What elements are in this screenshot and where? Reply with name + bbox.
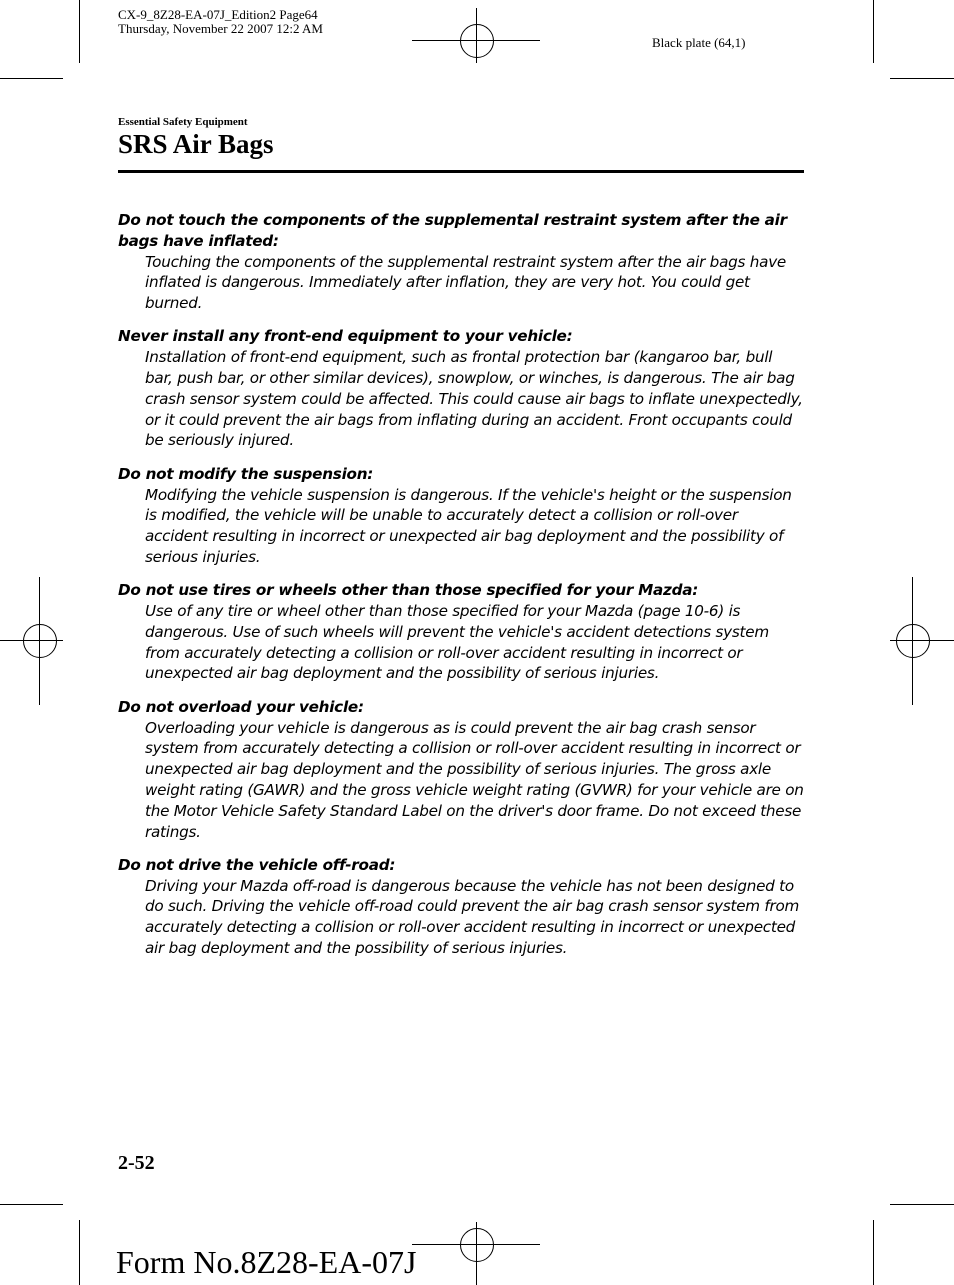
title-rule (118, 170, 804, 173)
print-timestamp: Thursday, November 22 2007 12:2 AM (118, 21, 323, 36)
warning-item (118, 855, 804, 959)
warning-body: Driving your Mazda off-road is dangerous because the vehicle has not been designed to do such. Driving the vehicle off-road could prevent the air bag crash sensor system from accurately detecting a collision or roll-over accident resulting in incorrect or unexpected air bag deployment and the possibility of serious injuries. (145, 876, 800, 957)
warning-body: Overloading your vehicle is dangerous as is could prevent the air bag crash sensor system from accurately detecting a collision or roll-over accident resulting in incorrect or unexpected air bag deployment and the possibility of serious injuries. The gross axle weight rating (GAWR) and the gross vehicle weight rating (GVWR) for your vehicle are on the Motor Vehicle Safety Standard Label on the driver's door frame. Do not exceed these ratings. (145, 718, 804, 841)
warning-body: Modifying the vehicle suspension is dangerous. If the vehicle's height or the suspension is modified, the vehicle will be unable to accurately detect a collision or roll-over accident resulting in incorrect or unexpected air bag deployment and the possibility of serious injuries. (145, 485, 792, 566)
warning-body: Use of any tire or wheel other than those specified for your Mazda (page 10-6) is dangerous. Use of such wheels will prevent the vehicle's accident detections system from accurately detecting a collision or roll-over accident resulting in incorrect or unexpected air bag deployment and the possibility of serious injuries. (145, 602, 769, 683)
warning-body: Touching the components of the supplemental restraint system after the air bags have inflated is dangerous. Immediately after inflation, they are very hot. You could get burned. (145, 252, 787, 313)
warning-heading: Do not modify the suspension: (118, 464, 374, 483)
warning-item (118, 210, 804, 314)
print-header (118, 8, 323, 36)
warning-heading: Never install any front-end equipment to your vehicle: (118, 327, 573, 346)
warning-heading: Do not use tires or wheels other than those specified for your Mazda: (118, 581, 699, 600)
warnings-list (118, 210, 804, 971)
plate-label: Black plate (64,1) (652, 35, 746, 50)
warning-item (118, 464, 804, 568)
page-number: 2-52 (118, 1152, 155, 1174)
warning-item (118, 697, 804, 843)
warning-heading: Do not touch the components of the supplemental restraint system after the air bags have inflated: (118, 211, 787, 250)
warning-item (118, 326, 804, 451)
section-label: Essential Safety Equipment (118, 116, 248, 128)
form-number: Form No.8Z28-EA-07J (116, 1244, 417, 1280)
warning-heading: Do not overload your vehicle: (118, 697, 364, 716)
page-title: SRS Air Bags (118, 129, 274, 159)
print-job-line: CX-9_8Z28-EA-07J_Edition2 Page64 (118, 7, 318, 22)
warning-item (118, 580, 804, 684)
warning-body: Installation of front-end equipment, such as frontal protection bar (kangaroo bar, bull bar, push bar, or other similar devices), snowplow, or winches, is dangerous. The air bag crash sensor system could be affected. This could cause air bags to inflate unexpectedly, or it could prevent the air bags from inflating during an accident. Front occupants could be seriously injured. (145, 348, 803, 450)
warning-heading: Do not drive the vehicle off-road: (118, 855, 396, 874)
